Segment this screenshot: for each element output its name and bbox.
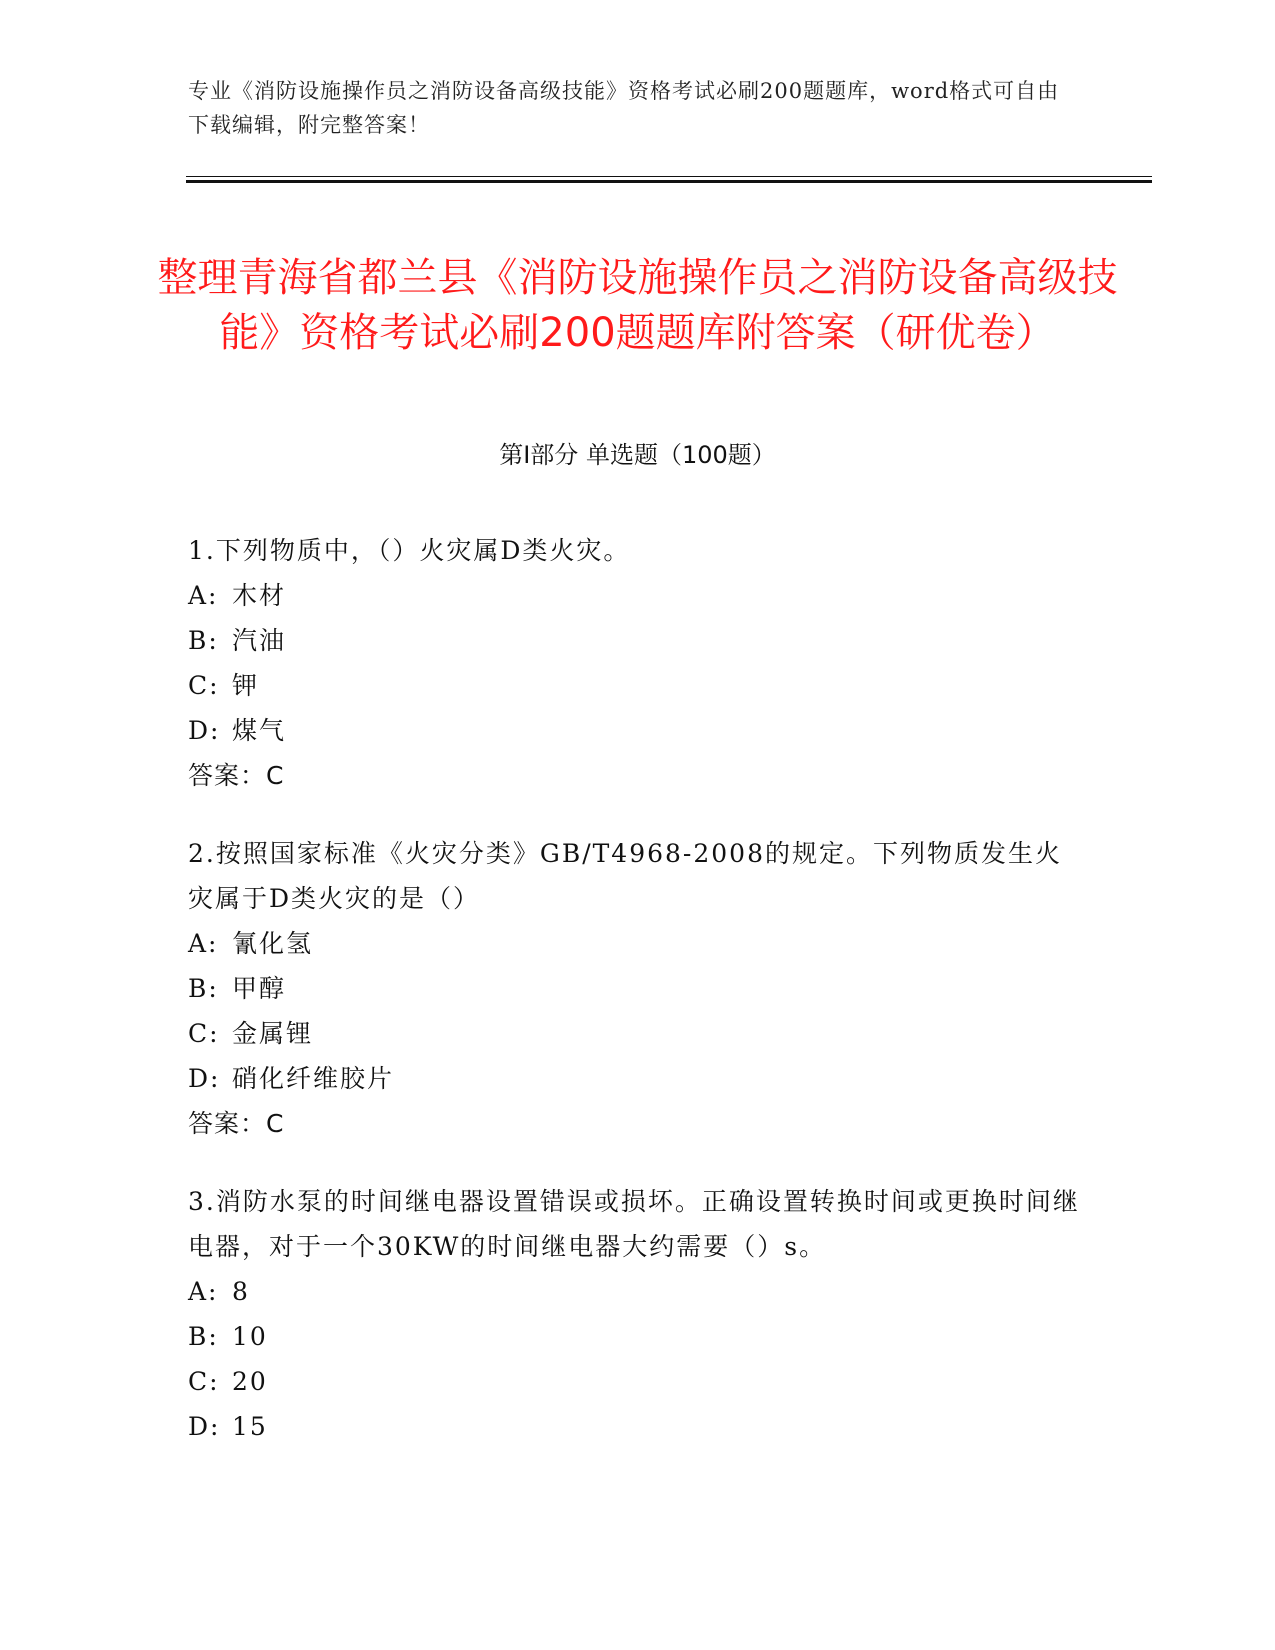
option-letter: C: [188, 1367, 220, 1396]
option-a [188, 921, 1088, 966]
section-heading: 第Ⅰ部分 单选题（100题） [499, 441, 776, 469]
option-text: 汽油 [232, 626, 287, 655]
question-1 [188, 528, 1088, 798]
option-c [188, 1011, 1088, 1056]
option-letter: C: [188, 671, 220, 700]
question-text: 1.下列物质中，（）火灾属D类火灾。 [188, 536, 631, 565]
option-text: 木材 [232, 581, 287, 610]
option-letter: A: [188, 581, 219, 610]
question-list [188, 528, 1088, 1482]
option-c [188, 663, 1088, 708]
option-text: 煤气 [232, 716, 287, 745]
option-letter: D: [188, 1412, 221, 1441]
header-note: 专业《消防设施操作员之消防设备高级技能》资格考试必刷200题题库，word格式可自由下载编辑，附完整答案！ [188, 79, 1060, 137]
option-letter: B: [188, 1322, 219, 1351]
option-letter: B: [188, 974, 219, 1003]
option-a [188, 573, 1088, 618]
document-title: 整理青海省都兰县《消防设施操作员之消防设备高级技能》资格考试必刷200题题库附答案（研优卷） [157, 254, 1118, 356]
option-letter: A: [188, 1277, 219, 1306]
answer-line: 答案：C [188, 761, 285, 790]
option-text: 硝化纤维胶片 [232, 1064, 395, 1093]
option-letter: D: [188, 1064, 221, 1093]
option-text: 氰化氢 [232, 929, 314, 958]
header-divider-thick [186, 180, 1152, 183]
option-d [188, 1404, 1088, 1449]
header-divider-thin [186, 176, 1152, 177]
question-text: 2.按照国家标准《火灾分类》GB/T4968-2008的规定。下列物质发生火灾属于D类火灾的是（） [188, 839, 1062, 913]
option-text: 20 [232, 1367, 268, 1396]
option-d [188, 708, 1088, 753]
option-b [188, 618, 1088, 663]
option-d [188, 1056, 1088, 1101]
option-text: 甲醇 [232, 974, 287, 1003]
option-b [188, 966, 1088, 1011]
option-text: 金属锂 [232, 1019, 314, 1048]
option-c [188, 1359, 1088, 1404]
option-text: 10 [232, 1322, 268, 1351]
option-letter: D: [188, 716, 221, 745]
option-text: 15 [232, 1412, 268, 1441]
option-text: 8 [232, 1277, 250, 1306]
option-letter: C: [188, 1019, 220, 1048]
question-2 [188, 831, 1088, 1146]
option-text: 钾 [232, 671, 260, 700]
question-3 [188, 1179, 1088, 1449]
question-text: 3.消防水泵的时间继电器设置错误或损坏。正确设置转换时间或更换时间继电器，对于一个30KW的时间继电器大约需要（）s。 [188, 1187, 1080, 1261]
answer-line: 答案：C [188, 1109, 285, 1138]
option-letter: A: [188, 929, 219, 958]
option-letter: B: [188, 626, 219, 655]
option-b [188, 1314, 1088, 1359]
option-a [188, 1269, 1088, 1314]
